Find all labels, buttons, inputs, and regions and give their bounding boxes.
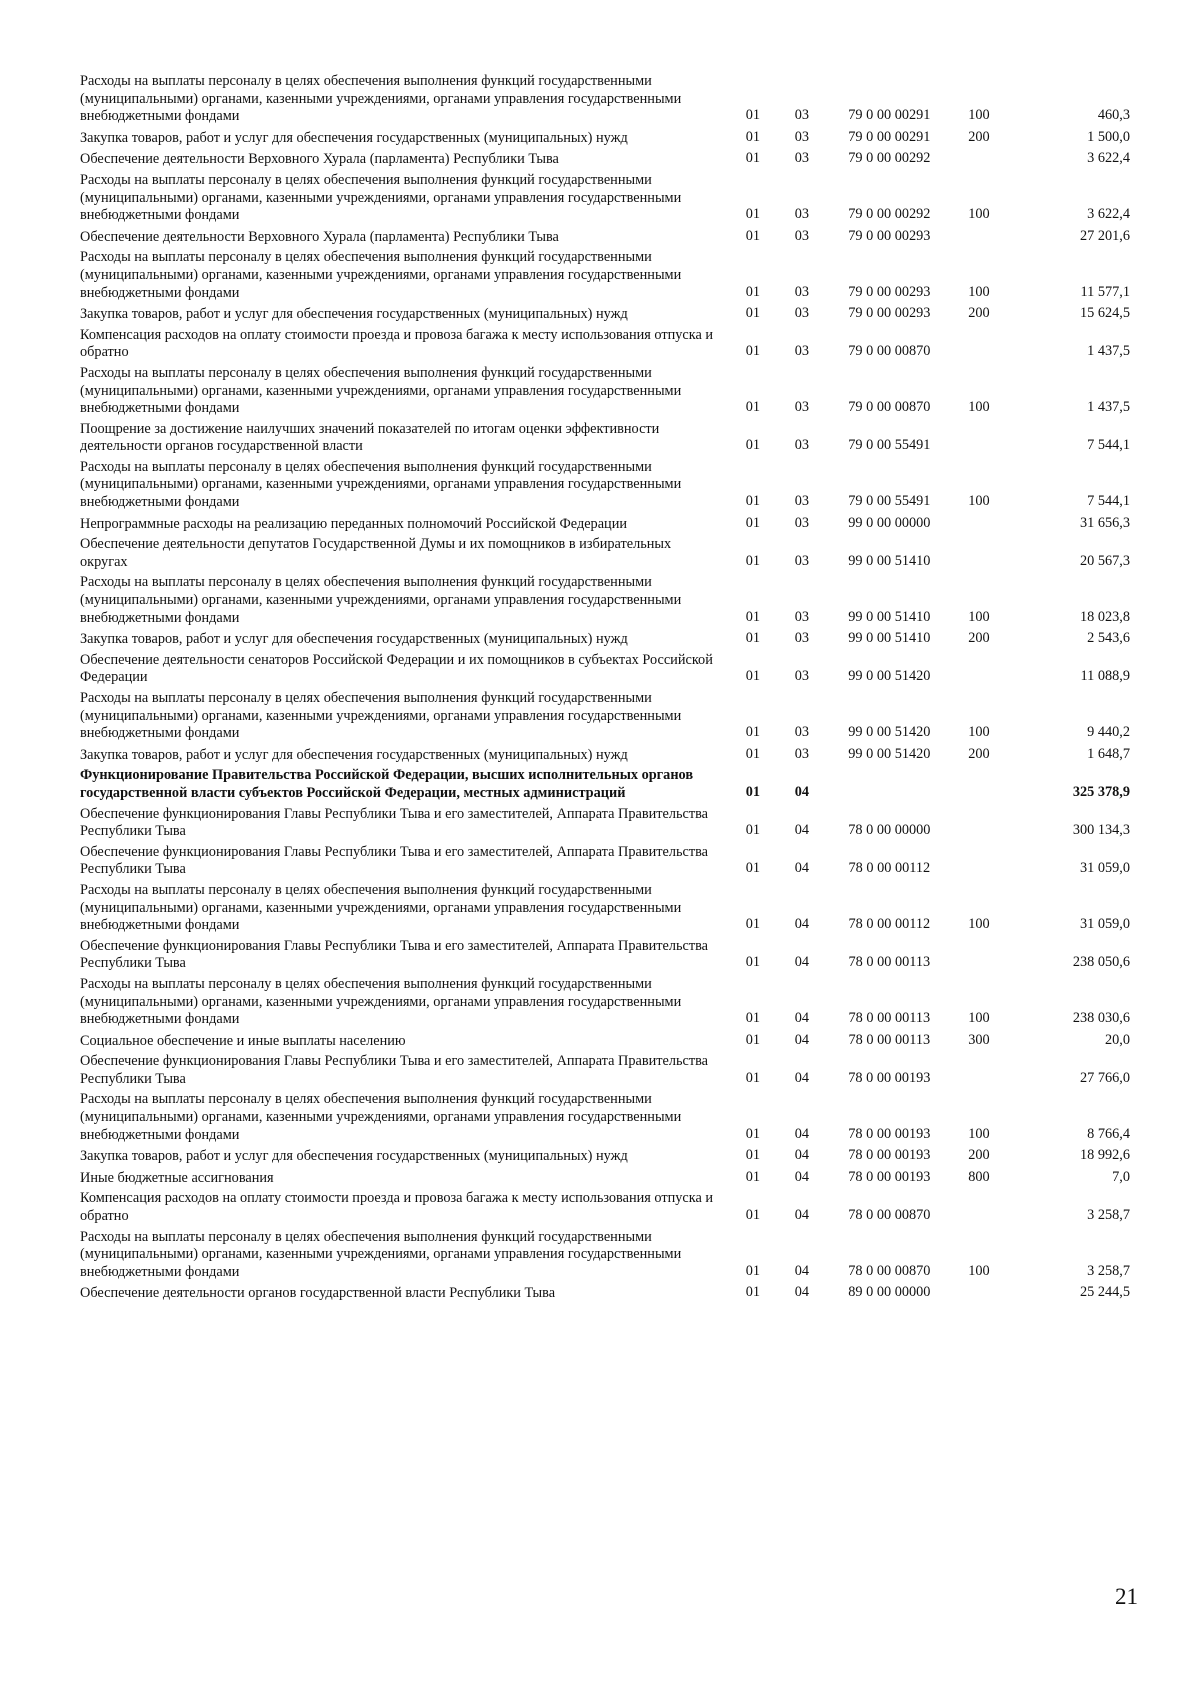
row-amount: 31 656,3 [1079,514,1130,531]
row-target-article-code: 99 0 00 51420 [848,724,931,741]
row-description: Поощрение за достижение наилучших значений показателей по итогам оценки эффективности деятельности органов государственной власти [80,420,660,455]
row-target-article-code: 78 0 00 00193 [848,1125,931,1142]
row-section-code: 01 [745,668,761,685]
table-row [80,1229,1130,1285]
table-row [80,327,1130,365]
row-target-article-code: 99 0 00 51410 [848,552,931,569]
row-description: Социальное обеспечение и иные выплаты населению [80,1032,406,1049]
row-expense-type-code: 100 [968,724,990,741]
row-amount: 15 624,5 [1079,305,1130,322]
table-row [80,228,1130,250]
row-amount: 238 050,6 [1072,954,1130,971]
row-expense-type-code: 300 [968,1031,990,1048]
row-subsection-code: 04 [794,1207,809,1224]
row-amount: 3 622,4 [1087,206,1130,223]
row-description: Непрограммные расходы на реализацию переданных полномочий Российской Федерации [80,515,628,532]
row-section-code: 01 [745,1147,761,1164]
row-amount: 31 059,0 [1079,916,1130,933]
row-description: Закупка товаров, работ и услуг для обеспечения государственных (муниципальных) нужд [80,306,628,323]
row-amount: 20,0 [1104,1031,1130,1048]
row-description: Обеспечение деятельности Верховного Хурала (парламента) Республики Тыва [80,151,559,168]
row-target-article-code: 99 0 00 00000 [848,514,931,531]
row-expense-type-code: 100 [968,1262,990,1279]
row-expense-type-code [953,806,1005,844]
row-expense-type-code [953,938,1005,976]
row-expense-type-code [953,844,1005,882]
row-target-article-code: 99 0 00 51420 [848,668,931,685]
row-subsection-code: 03 [794,150,809,167]
row-subsection-code: 04 [794,1284,809,1301]
row-subsection-code: 04 [794,954,809,971]
row-description: Расходы на выплаты персоналу в целях обеспечения выполнения функций государственными (муниципальными) органами, казенными учреждениями, органами управления государственными внебюджетными фондами [80,881,682,934]
row-subsection-code: 03 [794,630,809,647]
row-expense-type-code: 100 [968,1010,990,1027]
table-row [80,365,1130,421]
row-expense-type-code [953,536,1005,574]
row-expense-type-code [953,228,1005,250]
table-row [80,150,1130,172]
row-amount: 25 244,5 [1079,1284,1130,1301]
row-target-article-code: 79 0 00 00291 [848,107,931,124]
row-expense-type-code: 100 [968,916,990,933]
row-expense-type-code [953,1190,1005,1228]
row-subsection-code: 04 [794,783,809,800]
row-expense-type-code: 200 [968,630,990,647]
row-target-article-code: 78 0 00 00193 [848,1147,931,1164]
row-subsection-code: 03 [794,399,809,416]
row-section-code: 01 [745,150,761,167]
table-row [80,746,1130,768]
row-amount: 1 437,5 [1087,399,1130,416]
row-section-code: 01 [745,822,761,839]
row-subsection-code: 03 [794,305,809,322]
row-target-article-code: 78 0 00 00000 [848,822,931,839]
row-expense-type-code [953,515,1005,537]
table-row [80,630,1130,652]
table-row [80,1190,1130,1228]
row-target-article-code: 78 0 00 00113 [848,1031,931,1048]
row-target-article-code: 78 0 00 00193 [848,1168,931,1185]
row-target-article-code: 79 0 00 00291 [848,128,931,145]
row-description: Обеспечение функционирования Главы Республики Тыва и его заместителей, Аппарата Правительства Республики Тыва [80,937,708,972]
row-target-article-code: 78 0 00 00870 [848,1262,931,1279]
row-description: Обеспечение деятельности депутатов Государственной Думы и их помощников в избирательных округах [80,536,672,570]
row-section-code: 01 [745,916,761,933]
table-row [80,574,1130,630]
row-target-article-code: 79 0 00 55491 [848,493,931,510]
row-target-article-code: 78 0 00 00113 [848,954,931,971]
table-row [80,515,1130,537]
row-section-code: 01 [745,227,761,244]
row-subsection-code: 04 [794,1262,809,1279]
row-description: Обеспечение функционирования Главы Республики Тыва и его заместителей, Аппарата Правительства Республики Тыва [80,805,708,840]
row-section-code: 01 [745,1284,761,1301]
row-amount: 300 134,3 [1072,822,1130,839]
row-expense-type-code [953,1284,1005,1306]
row-section-code: 01 [745,128,761,145]
row-subsection-code: 03 [794,283,809,300]
row-description: Компенсация расходов на оплату стоимости проезда и провоза багажа к месту использования отпуска и обратно [80,1190,714,1225]
row-section-code: 01 [745,1125,761,1142]
row-subsection-code: 04 [794,1168,809,1185]
row-expense-type-code: 200 [968,745,990,762]
row-subsection-code: 03 [794,128,809,145]
row-description: Расходы на выплаты персоналу в целях обеспечения выполнения функций государственными (муниципальными) органами, казенными учреждениями, органами управления государственными внебюджетными фондами [80,690,682,742]
row-amount: 18 992,6 [1079,1147,1130,1164]
table-row [80,459,1130,515]
row-target-article-code: 79 0 00 55491 [848,437,931,454]
row-subsection-code: 04 [794,1031,809,1048]
row-section-code: 01 [745,1010,761,1027]
row-target-article-code: 99 0 00 51410 [848,608,931,625]
row-section-code: 01 [745,399,761,416]
row-description: Расходы на выплаты персоналу в целях обеспечения выполнения функций государственными (муниципальными) органами, казенными учреждениями, органами управления государственными внебюджетными фондами [80,73,682,125]
row-target-article-code: 78 0 00 00870 [848,1207,931,1224]
row-description: Расходы на выплаты персоналу в целях обеспечения выполнения функций государственными (муниципальными) органами, казенными учреждениями, органами управления государственными внебюджетными фондами [80,574,682,626]
row-section-code: 01 [745,630,761,647]
row-amount: 31 059,0 [1079,860,1130,877]
row-section-code: 01 [745,437,761,454]
row-description: Расходы на выплаты персоналу в целях обеспечения выполнения функций государственными (муниципальными) органами, казенными учреждениями, органами управления государственными внебюджетными фондами [80,458,682,511]
row-section-code: 01 [745,493,761,510]
row-description: Закупка товаров, работ и услуг для обеспечения государственных (муниципальных) нужд [80,1148,628,1165]
row-target-article-code: 78 0 00 00193 [848,1069,931,1086]
row-description: Обеспечение деятельности сенаторов Российской Федерации и их помощников в субъектах Российской Федерации [80,651,713,686]
row-section-code: 01 [745,724,761,741]
row-section-code: 01 [745,305,761,322]
row-description: Обеспечение функционирования Главы Республики Тыва и его заместителей, Аппарата Правительства Республики Тыва [80,1053,708,1087]
row-target-article-code: 78 0 00 00112 [848,916,931,933]
row-description: Функционирование Правительства Российской Федерации, высших исполнительных органов государственной власти субъектов Российской Федерации, местных администраций [80,767,694,801]
row-target-article-code: 79 0 00 00293 [848,305,931,322]
row-description: Компенсация расходов на оплату стоимости проезда и провоза багажа к месту использования отпуска и обратно [80,326,714,361]
row-section-code: 01 [745,608,761,625]
table-body [80,73,1130,1306]
row-description: Расходы на выплаты персоналу в целях обеспечения выполнения функций государственными (муниципальными) органами, казенными учреждениями, органами управления государственными внебюджетными фондами [80,364,682,417]
row-amount: 325 378,9 [1072,783,1130,800]
row-description: Расходы на выплаты персоналу в целях обеспечения выполнения функций государственными (муниципальными) органами, казенными учреждениями, органами управления государственными внебюджетными фондами [80,1228,682,1280]
row-description: Обеспечение функционирования Главы Республики Тыва и его заместителей, Аппарата Правительства Республики Тыва [80,843,708,878]
row-target-article-code: 99 0 00 51410 [848,630,931,647]
row-target-article-code: 79 0 00 00293 [848,227,931,244]
row-expense-type-code: 100 [968,107,990,124]
row-description: Закупка товаров, работ и услуг для обеспечения государственных (муниципальных) нужд [80,746,628,763]
row-subsection-code: 03 [794,437,809,454]
row-section-code: 01 [745,1207,761,1224]
row-expense-type-code: 100 [968,1125,990,1142]
row-amount: 1 437,5 [1087,343,1130,360]
table-row [80,938,1130,976]
row-section-code: 01 [745,1262,761,1279]
row-amount: 11 088,9 [1080,668,1130,685]
budget-table [80,73,1130,1306]
row-section-code: 01 [745,1069,761,1086]
row-subsection-code: 03 [794,206,809,223]
row-description: Расходы на выплаты персоналу в целях обеспечения выполнения функций государственными (муниципальными) органами, казенными учреждениями, органами управления государственными внебюджетными фондами [80,249,682,301]
row-expense-type-code: 200 [968,305,990,322]
row-expense-type-code [953,150,1005,172]
row-amount: 1 500,0 [1087,128,1130,145]
row-amount: 3 258,7 [1087,1207,1130,1224]
row-subsection-code: 03 [794,227,809,244]
table-row [80,652,1130,690]
row-subsection-code: 03 [794,552,809,569]
row-target-article-code: 79 0 00 00293 [848,283,931,300]
row-description: Закупка товаров, работ и услуг для обеспечения государственных (муниципальных) нужд [80,631,628,648]
table-row [80,73,1130,129]
row-description: Расходы на выплаты персоналу в целях обеспечения выполнения функций государственными (муниципальными) органами, казенными учреждениями, органами управления государственными внебюджетными фондами [80,1091,682,1143]
row-section-code: 01 [745,107,761,124]
row-amount: 1 648,7 [1087,745,1130,762]
row-amount: 3 622,4 [1087,150,1130,167]
row-section-code: 01 [745,343,761,360]
row-subsection-code: 04 [794,1069,809,1086]
row-subsection-code: 03 [794,107,809,124]
row-target-article-code: 99 0 00 51420 [848,745,931,762]
row-expense-type-code: 100 [968,283,990,300]
row-target-article-code: 79 0 00 00292 [848,206,931,223]
table-row [80,1284,1130,1306]
table-row [80,690,1130,746]
row-subsection-code: 04 [794,916,809,933]
row-amount: 27 201,6 [1079,227,1130,244]
row-amount: 7,0 [1112,1168,1130,1185]
row-expense-type-code: 100 [968,493,990,510]
row-section-code: 01 [745,552,761,569]
table-row [80,1032,1130,1054]
table-row [80,249,1130,305]
row-description: Обеспечение деятельности органов государственной власти Республики Тыва [80,1285,556,1302]
row-subsection-code: 03 [794,343,809,360]
table-row [80,172,1130,228]
row-description: Расходы на выплаты персоналу в целях обеспечения выполнения функций государственными (муниципальными) органами, казенными учреждениями, органами управления государственными внебюджетными фондами [80,171,682,224]
table-row [80,421,1130,459]
table-row [80,536,1130,574]
row-expense-type-code: 100 [968,399,990,416]
row-expense-type-code [953,327,1005,365]
row-section-code: 01 [745,860,761,877]
row-description: Иные бюджетные ассигнования [80,1169,274,1186]
row-amount: 11 577,1 [1080,283,1130,300]
row-amount: 2 543,6 [1087,630,1130,647]
table-row [80,129,1130,151]
row-section-code: 01 [745,514,761,531]
row-description: Закупка товаров, работ и услуг для обеспечения государственных (муниципальных) нужд [80,129,628,146]
row-expense-type-code: 100 [968,608,990,625]
row-amount: 7 544,1 [1087,493,1130,510]
row-amount: 3 258,7 [1087,1262,1130,1279]
page-number: 21 [1115,1584,1138,1609]
row-subsection-code: 03 [794,608,809,625]
row-amount: 238 030,6 [1072,1010,1130,1027]
row-target-article-code: 79 0 00 00292 [848,150,931,167]
row-section-code: 01 [745,954,761,971]
row-section-code: 01 [745,745,761,762]
table-row [80,305,1130,327]
row-target-article-code [826,767,953,805]
row-target-article-code: 78 0 00 00112 [848,860,931,877]
table-row [80,844,1130,882]
row-section-code: 01 [745,1168,761,1185]
row-subsection-code: 03 [794,493,809,510]
row-section-code: 01 [745,1031,761,1048]
row-amount: 7 544,1 [1087,437,1130,454]
row-target-article-code: 78 0 00 00113 [848,1010,931,1027]
row-target-article-code: 79 0 00 00870 [848,343,931,360]
row-expense-type-code [953,767,1005,805]
row-amount: 9 440,2 [1087,724,1130,741]
row-expense-type-code [953,1053,1005,1091]
table-row [80,1091,1130,1147]
row-subsection-code: 04 [794,822,809,839]
table-row [80,882,1130,938]
row-expense-type-code: 200 [968,128,990,145]
row-amount: 460,3 [1097,107,1130,124]
table-row [80,1169,1130,1191]
row-expense-type-code: 100 [968,206,990,223]
row-subsection-code: 03 [794,668,809,685]
row-section-code: 01 [745,783,761,800]
table-row [80,976,1130,1032]
table-row [80,1147,1130,1169]
row-amount: 18 023,8 [1079,608,1130,625]
table-row [80,806,1130,844]
row-subsection-code: 03 [794,724,809,741]
row-amount: 27 766,0 [1079,1069,1130,1086]
row-section-code: 01 [745,283,761,300]
row-expense-type-code: 800 [968,1168,990,1185]
row-target-article-code: 89 0 00 00000 [848,1284,931,1301]
row-expense-type-code: 200 [968,1147,990,1164]
row-amount: 20 567,3 [1079,552,1130,569]
row-section-code: 01 [745,206,761,223]
row-subsection-code: 04 [794,1125,809,1142]
row-subsection-code: 03 [794,514,809,531]
row-description: Расходы на выплаты персоналу в целях обеспечения выполнения функций государственными (муниципальными) органами, казенными учреждениями, органами управления государственными внебюджетными фондами [80,975,682,1028]
row-amount: 8 766,4 [1087,1125,1130,1142]
table-row [80,767,1130,805]
row-subsection-code: 03 [794,745,809,762]
row-target-article-code: 79 0 00 00870 [848,399,931,416]
row-expense-type-code [953,652,1005,690]
row-subsection-code: 04 [794,1147,809,1164]
row-description: Обеспечение деятельности Верховного Хурала (парламента) Республики Тыва [80,228,559,245]
row-subsection-code: 04 [794,1010,809,1027]
table-row [80,1053,1130,1091]
row-subsection-code: 04 [794,860,809,877]
row-expense-type-code [953,421,1005,459]
